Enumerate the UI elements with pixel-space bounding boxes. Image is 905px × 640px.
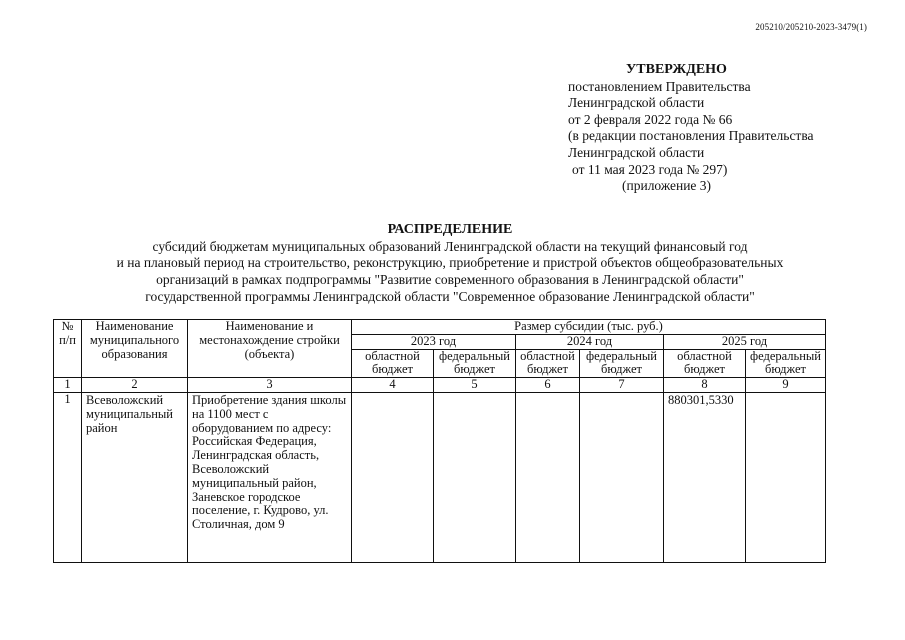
heading-line: организаций в рамках подпрограммы "Развитие современного образования в Ленинградской области" [156, 272, 744, 288]
column-number: 2 [82, 378, 188, 393]
approval-line: от 11 мая 2023 года № 297) [572, 161, 728, 177]
header-federal-budget: федеральный бюджет [434, 349, 516, 378]
heading-line: субсидий бюджетам муниципальных образований Ленинградской области на текущий финансовый год [152, 238, 748, 254]
approval-line: от 2 февраля 2022 года № 66 [568, 111, 733, 127]
column-number: 3 [188, 378, 352, 393]
column-number: 5 [434, 378, 516, 393]
header-year-2024: 2024 год [516, 334, 664, 349]
header-regional-budget: областной бюджет [352, 349, 434, 378]
header-subsidy: Размер субсидии (тыс. руб.) [352, 320, 826, 335]
row-2024-federal [580, 392, 664, 562]
header-regional-budget: областной бюджет [664, 349, 746, 378]
heading-title: РАСПРЕДЕЛЕНИЕ [387, 222, 513, 237]
heading-line: государственной программы Ленинградской области "Современное образование Ленинградской области" [145, 288, 755, 304]
table-row [54, 392, 826, 562]
row-2025-federal [746, 392, 826, 562]
approval-stamp [568, 62, 814, 195]
header-federal-budget: федеральный бюджет [746, 349, 826, 378]
header-object: Наименование и местонахождение стройки (объекта) [188, 320, 352, 378]
column-number: 4 [352, 378, 434, 393]
row-municipality: Всеволожский муниципальный район [82, 392, 188, 562]
column-number: 7 [580, 378, 664, 393]
row-2023-regional [352, 392, 434, 562]
subsidy-table [53, 319, 826, 563]
document-heading [40, 222, 860, 306]
heading-line: и на плановый период на строительство, реконструкцию, приобретение и пристрой объектов общеобразовательных [116, 255, 784, 271]
column-number-row [54, 378, 826, 393]
header-municipality: Наименование муниципального образования [82, 320, 188, 378]
row-2025-regional: 880301,5330 [664, 392, 746, 562]
approval-title: УТВЕРЖДЕНО [626, 62, 727, 77]
approval-appendix: (приложение 3) [622, 178, 712, 194]
approval-line: Ленинградской области [568, 95, 705, 111]
row-object: Приобретение здания школы на 1100 мест с оборудованием по адресу: Российская Федерация, Ленинградская область, Всеволожский муниципальный район, Заневское городское поселение, г. Кудрово, ул. Столичная, дом 9 [188, 392, 352, 562]
column-number: 6 [516, 378, 580, 393]
approval-line: постановлением Правительства [568, 78, 751, 94]
header-number: № п/п [54, 320, 82, 378]
row-2024-regional [516, 392, 580, 562]
header-year-2023: 2023 год [352, 334, 516, 349]
column-number: 8 [664, 378, 746, 393]
column-number: 9 [746, 378, 826, 393]
column-number: 1 [54, 378, 82, 393]
approval-line: Ленинградской области [568, 144, 705, 160]
document-id: 205210/205210-2023-3479(1) [755, 22, 867, 32]
row-2023-federal [434, 392, 516, 562]
row-number: 1 [54, 392, 82, 562]
approval-line: (в редакции постановления Правительства [568, 128, 814, 144]
header-federal-budget: федеральный бюджет [580, 349, 664, 378]
header-year-2025: 2025 год [664, 334, 826, 349]
header-regional-budget: областной бюджет [516, 349, 580, 378]
